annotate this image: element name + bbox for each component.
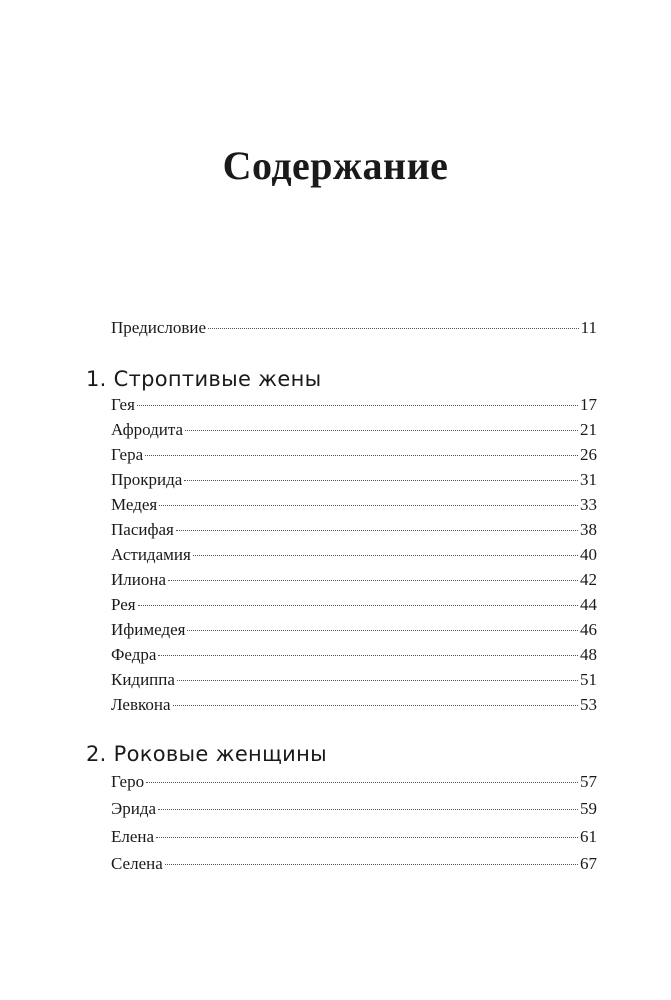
- section-heading: 2. Роковые женщины: [86, 742, 328, 766]
- dot-leader: [156, 837, 578, 838]
- toc-entry-page: 48: [580, 645, 597, 664]
- toc-entry-preface[interactable]: [111, 316, 597, 340]
- toc-entry[interactable]: [111, 443, 597, 467]
- dot-leader: [177, 680, 578, 681]
- toc-entry-page: 42: [580, 570, 597, 589]
- toc-entry-label: Предисловие: [111, 318, 207, 337]
- dot-leader: [185, 430, 578, 431]
- toc-entry-page: 38: [580, 520, 597, 539]
- toc-entry-page: 21: [580, 420, 597, 439]
- section-heading: 1. Строптивые жены: [86, 367, 322, 391]
- toc-entry[interactable]: [111, 468, 597, 492]
- toc-entry-label: Гея: [111, 395, 135, 414]
- dot-leader: [184, 480, 578, 481]
- toc-entry-page: 61: [580, 827, 597, 846]
- dot-leader: [193, 555, 578, 556]
- toc-entry-page: 40: [580, 545, 597, 564]
- toc-entry-page: 11: [580, 318, 597, 337]
- toc-entry-page: 26: [580, 445, 597, 464]
- toc-entry-page: 53: [580, 695, 597, 714]
- toc-entry[interactable]: [111, 825, 597, 849]
- toc-entry-page: 46: [580, 620, 597, 639]
- page-title: Содержание: [222, 143, 449, 188]
- dot-leader: [159, 505, 578, 506]
- toc-entry[interactable]: [111, 618, 597, 642]
- dot-leader: [173, 705, 578, 706]
- toc-entry-label: Гера: [111, 445, 144, 464]
- dot-leader: [187, 630, 578, 631]
- toc-entry[interactable]: [111, 393, 597, 417]
- toc-entry-label: Елена: [111, 827, 155, 846]
- toc-entry-label: Афродита: [111, 420, 184, 439]
- toc-entry-page: 57: [580, 772, 597, 791]
- toc-entry-label: Левкона: [111, 695, 171, 714]
- toc-entry[interactable]: [111, 543, 597, 567]
- dot-leader: [146, 782, 578, 783]
- toc-entry[interactable]: [111, 770, 597, 794]
- toc-entry[interactable]: [111, 493, 597, 517]
- toc-entry-page: 67: [580, 854, 597, 873]
- toc-entry-label: Ифимедея: [111, 620, 186, 639]
- dot-leader: [145, 455, 578, 456]
- toc-entry-label: Кидиппа: [111, 670, 175, 689]
- toc-entry[interactable]: [111, 852, 597, 876]
- toc-entry-label: Илиона: [111, 570, 167, 589]
- dot-leader: [208, 328, 579, 329]
- toc-entry-page: 59: [580, 799, 597, 818]
- toc-entry[interactable]: [111, 518, 597, 542]
- toc-entry-label: Прокрида: [111, 470, 183, 489]
- toc-entry-page: 51: [580, 670, 597, 689]
- dot-leader: [165, 864, 578, 865]
- toc-entry-label: Рея: [111, 595, 136, 614]
- toc-entry-page: 33: [580, 495, 597, 514]
- toc-entry[interactable]: [111, 643, 597, 667]
- toc-entry-page: 31: [580, 470, 597, 489]
- toc-entry[interactable]: [111, 568, 597, 592]
- toc-entry-label: Геро: [111, 772, 145, 791]
- toc-entry[interactable]: [111, 693, 597, 717]
- dot-leader: [137, 405, 578, 406]
- toc-entry[interactable]: [111, 668, 597, 692]
- dot-leader: [168, 580, 578, 581]
- toc-entry[interactable]: [111, 418, 597, 442]
- toc-entry-label: Селена: [111, 854, 163, 873]
- dot-leader: [158, 655, 578, 656]
- toc-entry-label: Медея: [111, 495, 158, 514]
- toc-entry-label: Пасифая: [111, 520, 174, 539]
- toc-entry-page: 17: [580, 395, 597, 414]
- dot-leader: [138, 605, 578, 606]
- toc-entry[interactable]: [111, 593, 597, 617]
- toc-entry-page: 44: [580, 595, 597, 614]
- dot-leader: [176, 530, 578, 531]
- toc-entry-label: Эрида: [111, 799, 157, 818]
- toc-entry[interactable]: [111, 797, 597, 821]
- dot-leader: [158, 809, 578, 810]
- toc-entry-label: Астидамия: [111, 545, 191, 564]
- toc-entry-label: Федра: [111, 645, 157, 664]
